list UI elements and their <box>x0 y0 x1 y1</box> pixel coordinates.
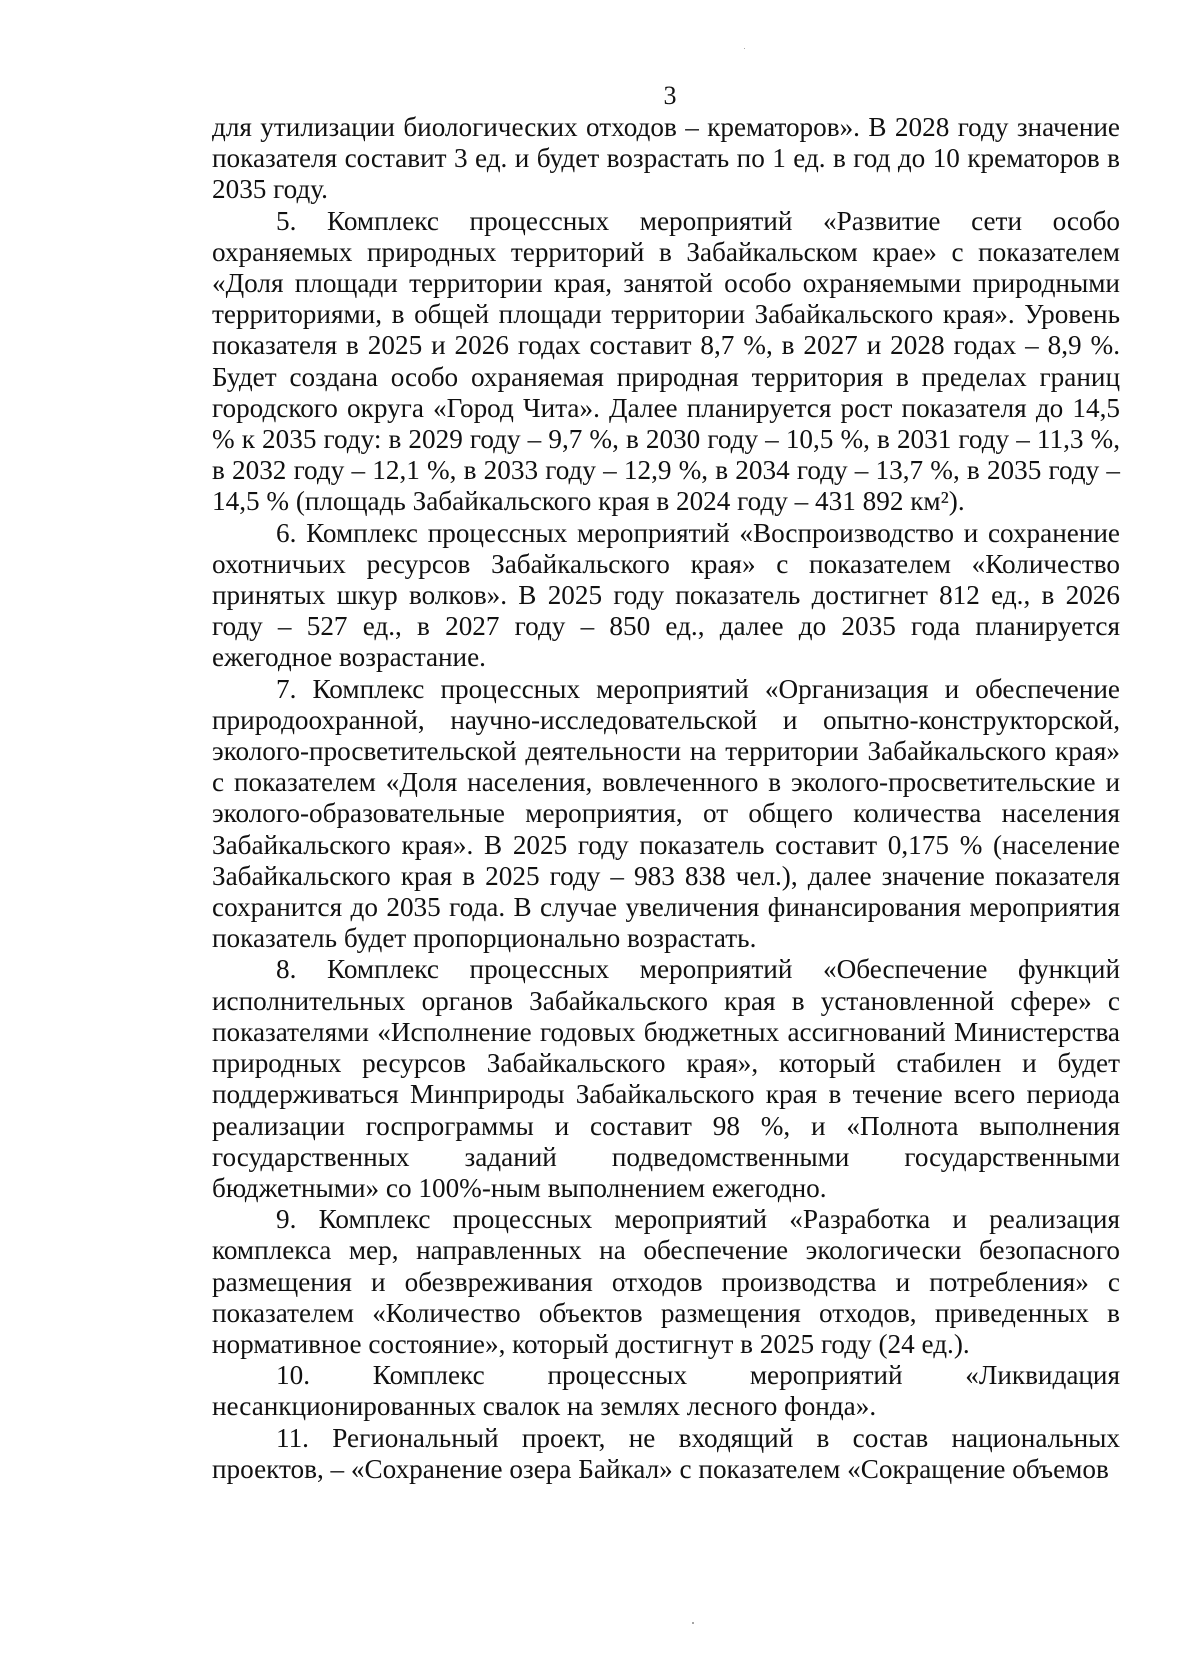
paragraph-item-5: 5. Комплекс процессных мероприятий «Развитие сети особо охраняемых природных территорий в Забайкальском крае» с показателем «Доля площади территории края, занятой особо охраняемыми природными территориями, в общей площади территории Забайкальского края». Уровень показателя в 2025 и 2026 годах составит 8,7 %, в 2027 и 2028 годах – 8,9 %. Будет создана особо охраняемая природная территория в пределах границ городского округа «Город Чита». Далее планируется рост показателя до 14,5 % к 2035 году: в 2029 году – 9,7 %, в 2030 году – 10,5 %, в 2031 году – 11,3 %, в 2032 году – 12,1 %, в 2033 году – 12,9 %, в 2034 году – 13,7 %, в 2035 году – 14,5 % (площадь Забайкальского края в 2024 году – 431 892 км²). <box>212 205 1120 517</box>
page-number: 3 <box>663 81 677 110</box>
paragraph-item-9: 9. Комплекс процессных мероприятий «Разработка и реализация комплекса мер, направленных на обеспечение экологически безопасного размещения и обезвреживания отходов производства и потребления» с показателем «Количество объектов размещения отходов, приведенных в нормативное состояние», который достигнут в 2025 году (24 ед.). <box>212 1204 1120 1359</box>
paragraph-item-11: 11. Региональный проект, не входящий в состав национальных проектов, – «Сохранение озера Байкал» с показателем «Сокращение объемов <box>212 1422 1120 1484</box>
scan-speck <box>744 48 745 49</box>
paragraph-item-8: 8. Комплекс процессных мероприятий «Обеспечение функций исполнительных органов Забайкальского края в установленной сфере» с показателями «Исполнение годовых бюджетных ассигнований Министерства природных ресурсов Забайкальского края», который стабилен и будет поддерживаться Минприроды Забайкальского края в течение всего периода реализации госпрограммы и составит 98 %, и «Полнота выполнения государственных заданий подведомственными государственными бюджетными» со 100%-ным выполнением ежегодно. <box>212 954 1120 1203</box>
paragraph-continuation: для утилизации биологических отходов – крематоров». В 2028 году значение показателя составит 3 ед. и будет возрастать по 1 ед. в год до 10 крематоров в 2035 году. <box>212 112 1120 205</box>
paragraph-item-7: 7. Комплекс процессных мероприятий «Организация и обеспечение природоохранной, научно-исследовательской и опытно-конструкторской, эколого-просветительской деятельности на территории Забайкальского края» с показателем «Доля населения, вовлеченного в эколого-просветительские и эколого-образовательные мероприятия, от общего количества населения Забайкальского края». В 2025 году показатель составит 0,175 % (население Забайкальского края в 2025 году – 983 838 чел.), далее значение показателя сохранится до 2035 года. В случае увеличения финансирования мероприятия показатель будет пропорционально возрастать. <box>212 673 1120 954</box>
scan-speck <box>692 1622 694 1624</box>
paragraph-item-10: 10. Комплекс процессных мероприятий «Ликвидация несанкционированных свалок на землях лесного фонда». <box>212 1360 1120 1422</box>
document-body <box>212 112 1120 1485</box>
paragraph-item-6: 6. Комплекс процессных мероприятий «Воспроизводство и сохранение охотничьих ресурсов Забайкальского края» с показателем «Количество принятых шкур волков». В 2025 году показатель достигнет 812 ед., в 2026 году – 527 ед., в 2027 году – 850 ед., далее до 2035 года планируется ежегодное возрастание. <box>212 517 1120 673</box>
